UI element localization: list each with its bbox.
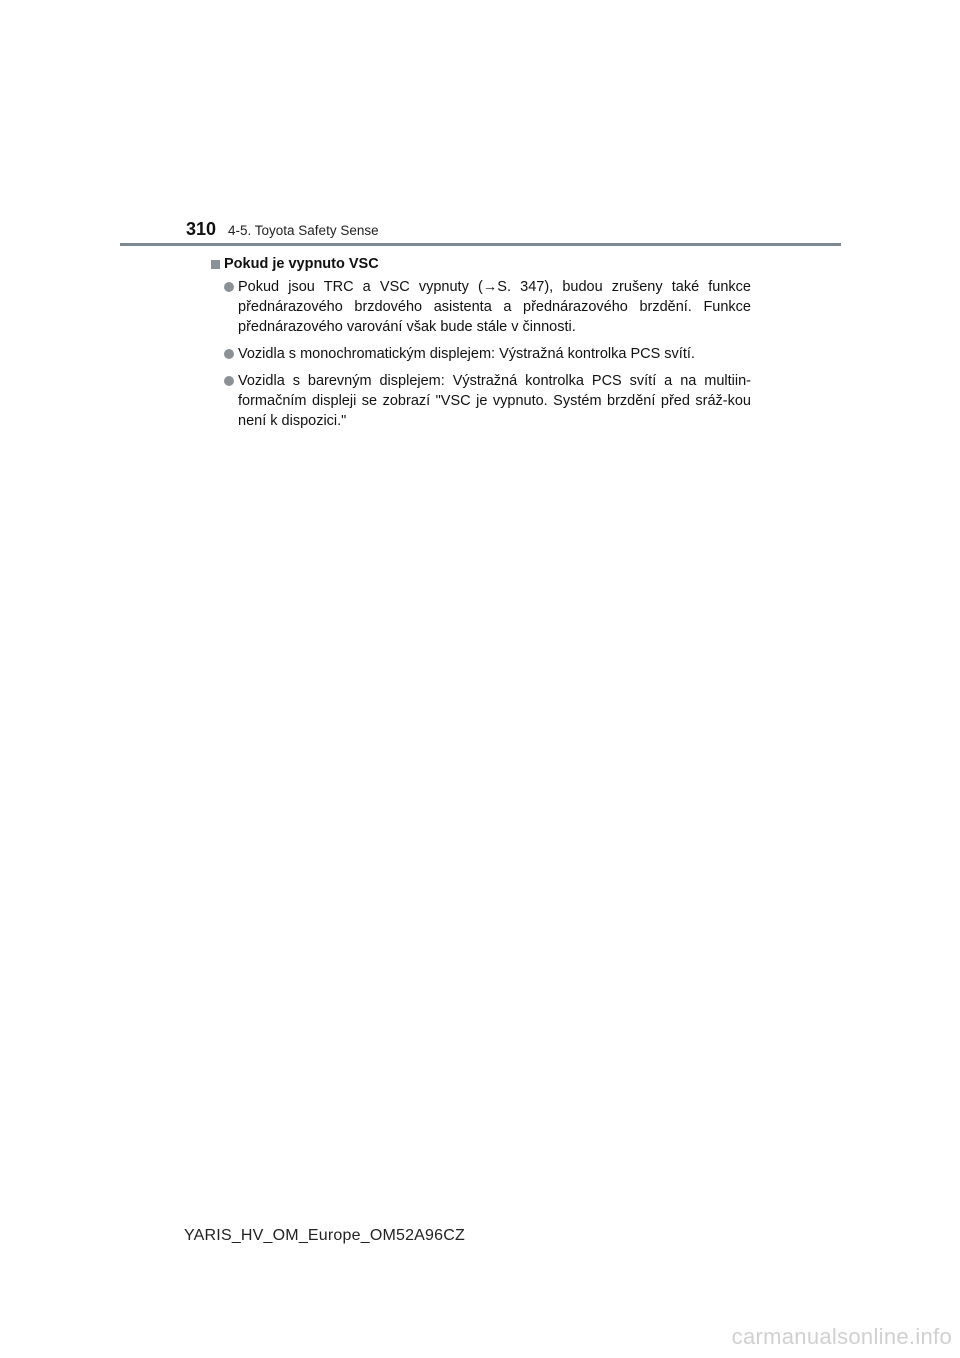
bullet-item: [211, 371, 751, 431]
bullet-text: Vozidla s monochromatickým displejem: Výstražná kontrolka PCS svítí.: [238, 346, 695, 362]
page-number: 310: [186, 219, 217, 239]
bullet-text: Pokud jsou TRC a VSC vypnuty (→S. 347), budou zrušeny také funkce přednárazového brzdového asistenta a přednárazového brzdění. Funkce přednárazového varování však bude stále v činnosti.: [238, 279, 751, 335]
circle-bullet-icon: [224, 349, 234, 359]
square-bullet-icon: [211, 260, 220, 269]
circle-bullet-icon: [224, 282, 234, 292]
subsection-heading: [211, 254, 751, 274]
header-rule: [120, 243, 841, 246]
bullet-item: [211, 344, 751, 364]
bullet-item: [211, 277, 751, 337]
main-content: [211, 254, 751, 438]
bullet-text: Vozidla s barevným displejem: Výstražná kontrolka PCS svítí a na multiin-formačním displeji se zobrazí "VSC je vypnuto. Systém brzdění před sráž-kou není k dispozici.": [238, 373, 751, 429]
section-title: 4-5. Toyota Safety Sense: [228, 223, 379, 238]
heading-text: Pokud je vypnuto VSC: [224, 256, 379, 272]
circle-bullet-icon: [224, 376, 234, 386]
watermark: carmanualsonline.info: [731, 1324, 952, 1349]
document-code: YARIS_HV_OM_Europe_OM52A96CZ: [184, 1227, 465, 1244]
